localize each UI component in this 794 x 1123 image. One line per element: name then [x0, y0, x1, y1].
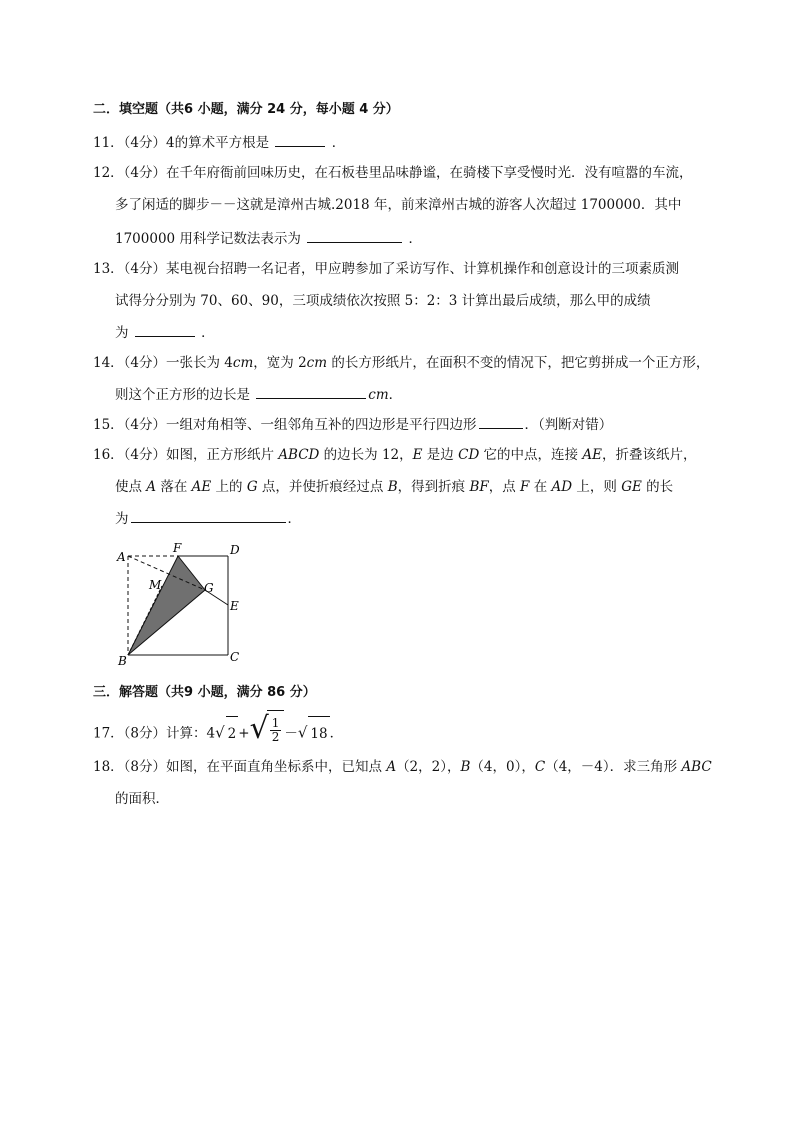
- q16-t2b: 落在: [156, 479, 192, 495]
- q13-text: 为: [115, 325, 129, 341]
- label-d: D: [230, 543, 240, 557]
- question-16-line-2: [115, 478, 673, 496]
- q16-v-bf: BF: [469, 479, 489, 495]
- q17-frac-num: 1: [271, 716, 280, 730]
- q16-t1e: ，折叠该纸片，: [601, 447, 697, 463]
- section-3-title: 三．解答题（共9 小题，满分 86 分）: [93, 685, 316, 700]
- q14-text-b: ，宽为 2: [253, 355, 307, 371]
- q16-end: ．: [287, 511, 301, 527]
- q18-coord-b: （4，0），: [470, 759, 535, 775]
- q12-text: 1700000 用科学记数法表示为: [115, 231, 301, 247]
- label-f: F: [173, 541, 182, 555]
- q14-unit-1: cm: [232, 355, 254, 371]
- label-m: M: [149, 578, 162, 592]
- q16-v-b: B: [387, 479, 398, 495]
- q12-answer-blank[interactable]: [307, 228, 402, 243]
- q17-frac-den: 2: [271, 730, 280, 744]
- shaded-triangle: [128, 556, 205, 655]
- question-15: [93, 414, 612, 434]
- q13-answer-blank[interactable]: [135, 322, 195, 337]
- q16-v-ae: AE: [582, 447, 602, 463]
- label-g: G: [204, 581, 214, 595]
- q11-end: ．: [331, 135, 346, 151]
- question-18-line-1: [93, 758, 712, 776]
- q17-plus: +: [238, 725, 250, 742]
- sqrt-symbol-2: √: [249, 710, 269, 746]
- q17-end: ．: [329, 725, 344, 742]
- q15-text: 15．（4分）一组对角相等、一组邻角互补的四边形是平行四边形: [93, 417, 477, 433]
- q17-sqrt-fraction: [250, 710, 285, 747]
- q17-radicand-2: 18: [308, 716, 329, 751]
- question-17: [93, 710, 343, 751]
- q16-t2h: 上，则: [572, 479, 622, 495]
- q13-end: ．: [201, 325, 215, 341]
- q11-text: 11．（4分）4的算术平方根是: [93, 135, 270, 151]
- q16-v-e: E: [412, 447, 423, 463]
- q14-text-a: 14．（4分）一张长为 4: [93, 355, 233, 371]
- question-13-line-2: 试得分分别为 70、60、90，三项成绩依次按照 5：2：3 计算出最后成绩，那么甲的成绩: [115, 293, 651, 309]
- q16-v-f: F: [520, 479, 530, 495]
- q16-t2f: ，点: [488, 479, 521, 495]
- q16-t1a: 16．（4分）如图，正方形纸片: [93, 447, 279, 463]
- question-18-line-2: 的面积．: [115, 791, 169, 807]
- q14-text-c: 的长方形纸片，在面积不变的情况下，把它剪拼成一个正方形，: [327, 355, 710, 371]
- q17-radicand-1: 2: [226, 716, 239, 751]
- question-16-line-1: [93, 446, 696, 464]
- q15-end: ．（判断对错）: [524, 417, 613, 433]
- geometry-figure: [110, 538, 255, 670]
- question-11: [93, 132, 345, 152]
- q16-t2g: 在: [529, 479, 552, 495]
- q18-point-c: C: [534, 759, 546, 775]
- q18-point-a: A: [386, 759, 397, 775]
- q14-answer-blank[interactable]: [256, 384, 366, 399]
- q16-answer-blank[interactable]: [131, 508, 286, 523]
- q16-v-ad: AD: [551, 479, 573, 495]
- sqrt-symbol-3: √: [297, 723, 308, 742]
- q16-v-cd: CD: [458, 447, 480, 463]
- question-12-line-3: [115, 228, 422, 248]
- question-12-line-1: 12．（4分）在千年府衙前回味历史，在石板巷里品味静谧，在骑楼下享受慢时光．没有喧嚣的车流，: [93, 165, 693, 181]
- q17-minus: －: [284, 725, 298, 742]
- section-2-title: 二．填空题（共6 小题，满分 24 分，每小题 4 分）: [93, 102, 399, 117]
- label-e: E: [230, 599, 239, 613]
- question-13-line-1: 13．（4分）某电视台招聘一名记者，甲应聘参加了采访写作、计算机操作和创意设计的三项素质测: [93, 261, 680, 277]
- question-14-line-1: [93, 354, 709, 372]
- q16-t2a: 使点: [115, 479, 147, 495]
- q16-text-3: 为: [115, 511, 129, 527]
- sqrt-symbol-1: √: [215, 723, 225, 742]
- q18-t1: 18．（8分）如图，在平面直角坐标系中，已知点: [93, 759, 387, 775]
- q16-t1d: 它的中点，连接: [479, 447, 583, 463]
- question-16-line-3: [115, 508, 301, 528]
- q14-unit-3: cm: [368, 387, 389, 403]
- label-c: C: [230, 650, 240, 664]
- q16-t2d: 点，并使折痕经过点: [257, 479, 388, 495]
- q18-coord-a: （2，2），: [396, 759, 461, 775]
- q16-t2i: 的长: [641, 479, 674, 495]
- q11-answer-blank[interactable]: [275, 132, 325, 147]
- q16-t1c: 是边: [422, 447, 459, 463]
- q16-v-ae2: AE: [191, 479, 212, 495]
- question-12-line-2: 多了闲适的脚步－－这就是漳州古城.2018 年，前来漳州古城的游客人次超过 1700000．其中: [115, 197, 682, 213]
- q14-text-2: 则这个正方形的边长是: [115, 387, 250, 403]
- q16-v-abcd: ABCD: [278, 447, 320, 463]
- q12-end: ．: [408, 231, 423, 247]
- q18-point-b: B: [460, 759, 471, 775]
- q16-v-ge: GE: [621, 479, 642, 495]
- q14-end: ．: [388, 387, 403, 403]
- question-13-line-3: [115, 322, 215, 342]
- q17-prefix: 17．（8分）计算：4: [93, 725, 216, 742]
- q16-v-g: G: [246, 479, 258, 495]
- q17-fraction: [270, 717, 282, 744]
- q16-v-a: A: [146, 479, 157, 495]
- q16-t1b: 的边长为 12，: [319, 447, 413, 463]
- q15-answer-blank[interactable]: [479, 414, 523, 429]
- q18-triangle: ABC: [681, 759, 712, 775]
- q16-t2c: 上的: [211, 479, 247, 495]
- label-a: A: [117, 550, 126, 564]
- question-14-line-2: [115, 384, 402, 404]
- q18-coord-c: （4，－4）．求三角形: [545, 759, 682, 775]
- q14-unit-2: cm: [306, 355, 328, 371]
- q16-t2e: ，得到折痕: [397, 479, 470, 495]
- label-b: B: [118, 654, 127, 668]
